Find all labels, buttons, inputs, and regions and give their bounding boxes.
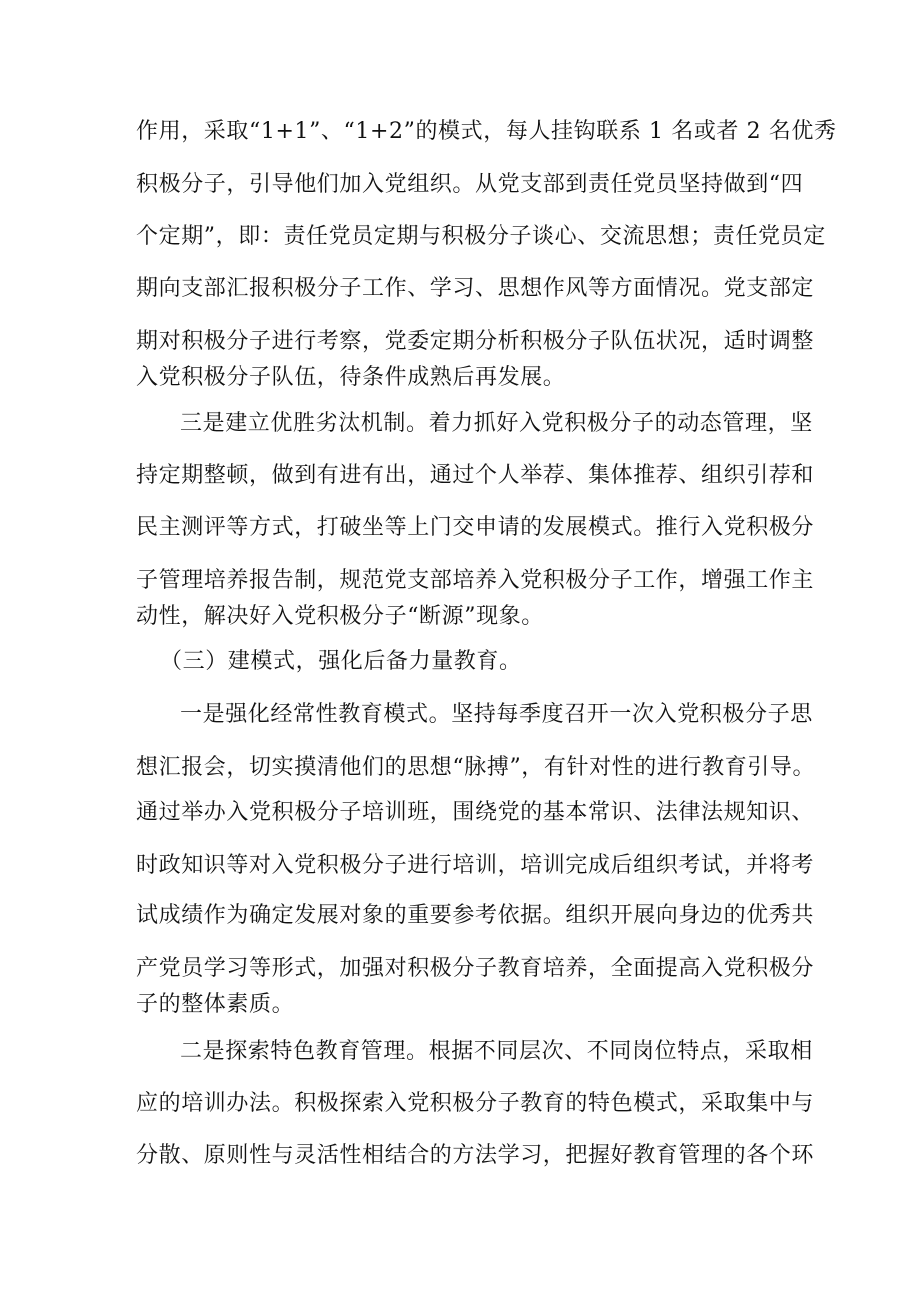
section-heading: （三）建模式，强化后备力量教育。 (160, 649, 522, 674)
text-line: 子管理培养报告制，规范党支部培养入党积极分子工作，增强工作主 (136, 568, 815, 593)
text-line: 动性，解决好入党积极分子“断源”现象。 (136, 604, 544, 629)
text-line: 想汇报会，切实摸清他们的思想“脉搏”，有针对性的进行教育引导。 (136, 755, 816, 780)
text-line: 二是探索特色教育管理。根据不同层次、不同岗位特点，采取相 (180, 1039, 813, 1064)
text-line: 积极分子，引导他们加入党组织。从党支部到责任党员坚持做到“四 (136, 172, 804, 197)
text-line: 试成绩作为确定发展对象的重要参考依据。组织开展向身边的优秀共 (136, 903, 815, 928)
text-line: 分散、原则性与灵活性相结合的方法学习，把握好教育管理的各个环 (136, 1143, 815, 1168)
text-line: 应的培训办法。积极探索入党积极分子教育的特色模式，采取集中与 (136, 1091, 815, 1116)
text-line: 三是建立优胜劣汰机制。着力抓好入党积极分子的动态管理，坚 (180, 411, 813, 436)
text-line: 个定期”，即：责任党员定期与积极分子谈心、交流思想；责任党员定 (136, 224, 826, 249)
text-line: 期对积极分子进行考察，党委定期分析积极分子队伍状况，适时调整 (136, 329, 815, 354)
text-line: 持定期整顿，做到有进有出，通过个人举荐、集体推荐、组织引荐和 (136, 463, 815, 488)
text-line: 产党员学习等形式，加强对积极分子教育培养，全面提高入党积极分 (136, 956, 815, 981)
text-line: 子的整体素质。 (136, 992, 295, 1017)
text-line: 通过举办入党积极分子培训班，围绕党的基本常识、法律法规知识、 (136, 800, 815, 825)
text-line: 入党积极分子队伍，待条件成熟后再发展。 (136, 365, 566, 390)
text-line: 时政知识等对入党积极分子进行培训，培训完成后组织考试，并将考 (136, 853, 815, 878)
text-line: 期向支部汇报积极分子工作、学习、思想作风等方面情况。党支部定 (136, 276, 815, 301)
text-line: 作用，采取“1+1”、“1+2”的模式，每人挂钩联系 1 名或者 2 名优秀 (136, 119, 837, 144)
text-line: 一是强化经常性教育模式。坚持每季度召开一次入党积极分子思 (180, 702, 813, 727)
text-line: 民主测评等方式，打破坐等上门交申请的发展模式。推行入党积极分 (136, 515, 815, 540)
